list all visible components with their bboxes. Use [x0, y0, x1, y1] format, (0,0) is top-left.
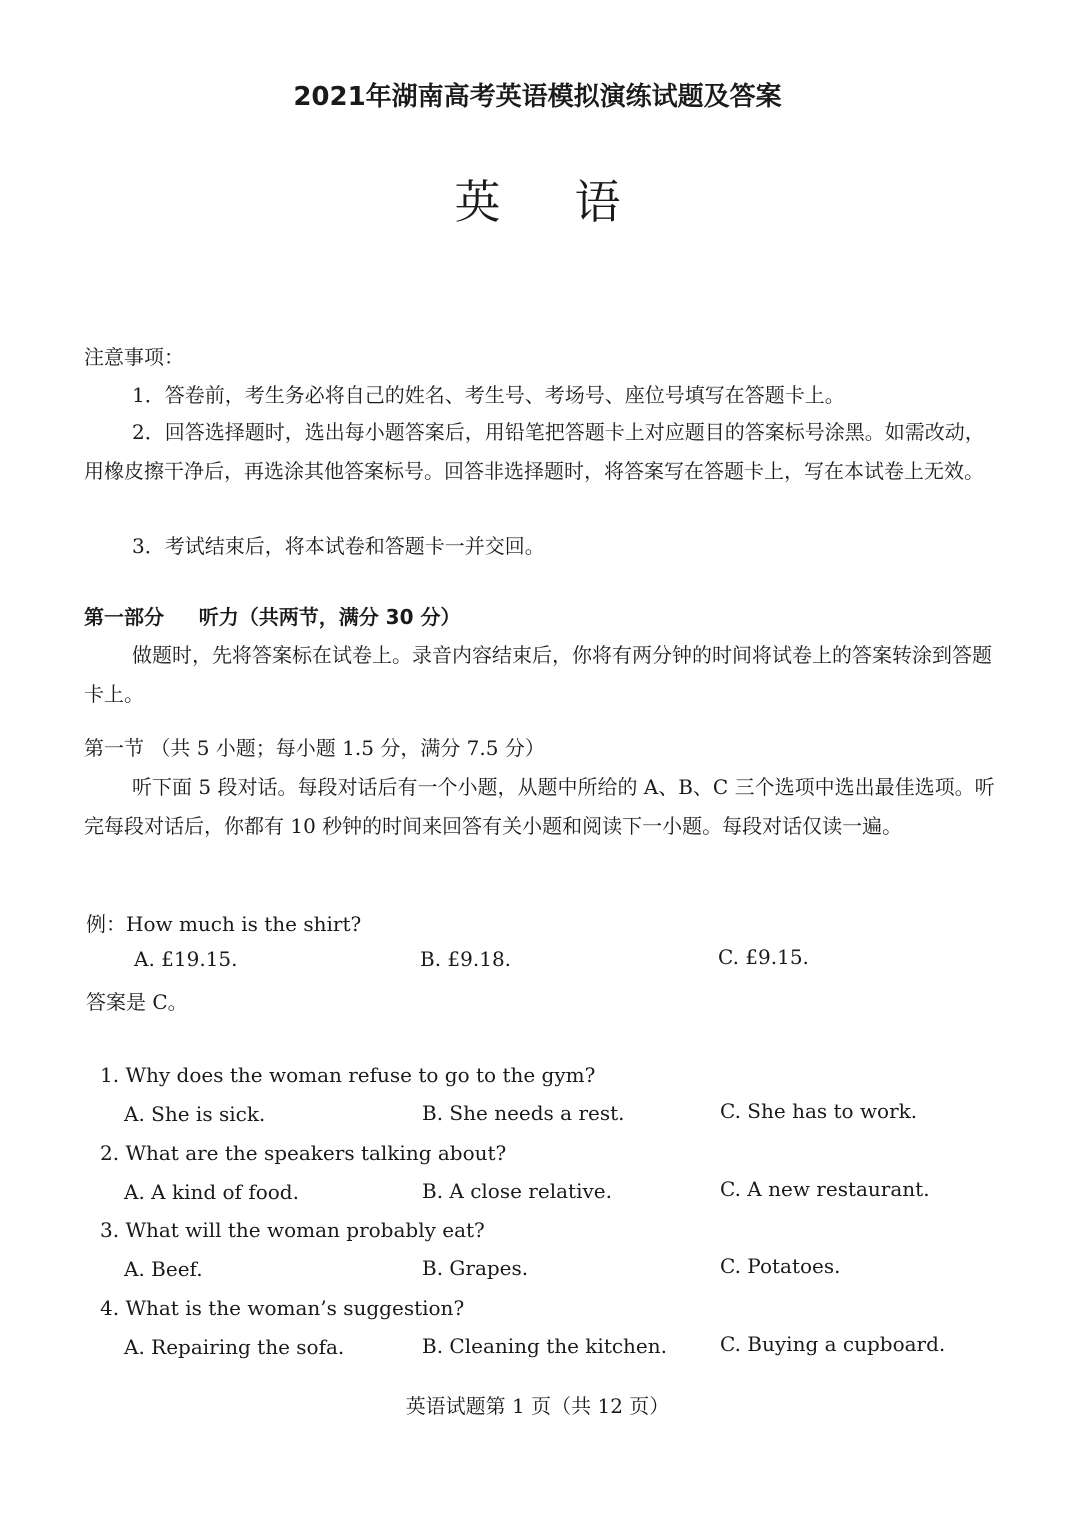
part1-heading-a: 第一部分	[84, 605, 164, 629]
page-footer: 英语试题第 1 页（共 12 页）	[405, 1394, 670, 1418]
question-1-option-c: C. She has to work.	[720, 1099, 918, 1123]
question-4-option-b: B. Cleaning the kitchen.	[422, 1334, 668, 1358]
subject-title: 英语	[454, 175, 695, 229]
question-4: 4. What is the woman’s suggestion?	[100, 1296, 465, 1320]
section1-heading: 第一节 （共 5 小题；每小题 1.5 分，满分 7.5 分）	[84, 736, 545, 760]
notice-item-1: 1．答卷前，考生务必将自己的姓名、考生号、考场号、座位号填写在答题卡上。	[132, 383, 845, 407]
part1-heading-b: 听力（共两节，满分 30 分）	[198, 605, 461, 629]
question-4-option-c: C. Buying a cupboard.	[720, 1332, 946, 1356]
question-2: 2. What are the speakers talking about?	[100, 1141, 507, 1165]
question-2-option-a: A. A kind of food.	[124, 1180, 299, 1204]
part1-heading	[84, 598, 1004, 637]
example-option-a: A. £19.15.	[134, 947, 238, 971]
question-3-option-b: B. Grapes.	[422, 1256, 529, 1280]
question-2-option-c: C. A new restaurant.	[720, 1177, 930, 1201]
notice-heading: 注意事项：	[84, 345, 184, 369]
question-3-option-a: A. Beef.	[124, 1257, 203, 1281]
example-option-c: C. £9.15.	[718, 945, 809, 969]
notice-item-2: 2．回答选择题时，选出每小题答案后，用铅笔把答题卡上对应题目的答案标号涂黑。如需改动，用橡皮擦干净后，再选涂其他答案标号。回答非选择题时，将答案写在答题卡上，写在本试卷上无效。	[84, 420, 985, 483]
question-1: 1. Why does the woman refuse to go to the gym?	[100, 1063, 596, 1087]
question-1-option-a: A. She is sick.	[124, 1102, 266, 1126]
notice-item-3: 3．考试结束后，将本试卷和答题卡一并交回。	[132, 534, 545, 558]
question-2-option-b: B. A close relative.	[422, 1179, 612, 1203]
question-4-option-a: A. Repairing the sofa.	[124, 1335, 345, 1359]
document-title: 2021年湖南高考英语模拟演练试题及答案	[293, 82, 782, 112]
example-option-b: B. £9.18.	[420, 947, 512, 971]
question-3-option-c: C. Potatoes.	[720, 1254, 841, 1278]
part1-instruction: 做题时，先将答案标在试卷上。录音内容结束后，你将有两分钟的时间将试卷上的答案转涂到答题卡上。	[84, 643, 992, 706]
section1-instruction: 听下面 5 段对话。每段对话后有一个小题，从题中所给的 A、B、C 三个选项中选出最佳选项。听完每段对话后，你都有 10 秒钟的时间来回答有关小题和阅读下一小题。每段对话仅读一遍。	[84, 775, 995, 838]
question-3: 3. What will the woman probably eat?	[100, 1218, 485, 1242]
question-1-option-b: B. She needs a rest.	[422, 1101, 625, 1125]
example-answer: 答案是 C。	[86, 990, 188, 1014]
example-question: 例：How much is the shirt?	[86, 912, 362, 936]
